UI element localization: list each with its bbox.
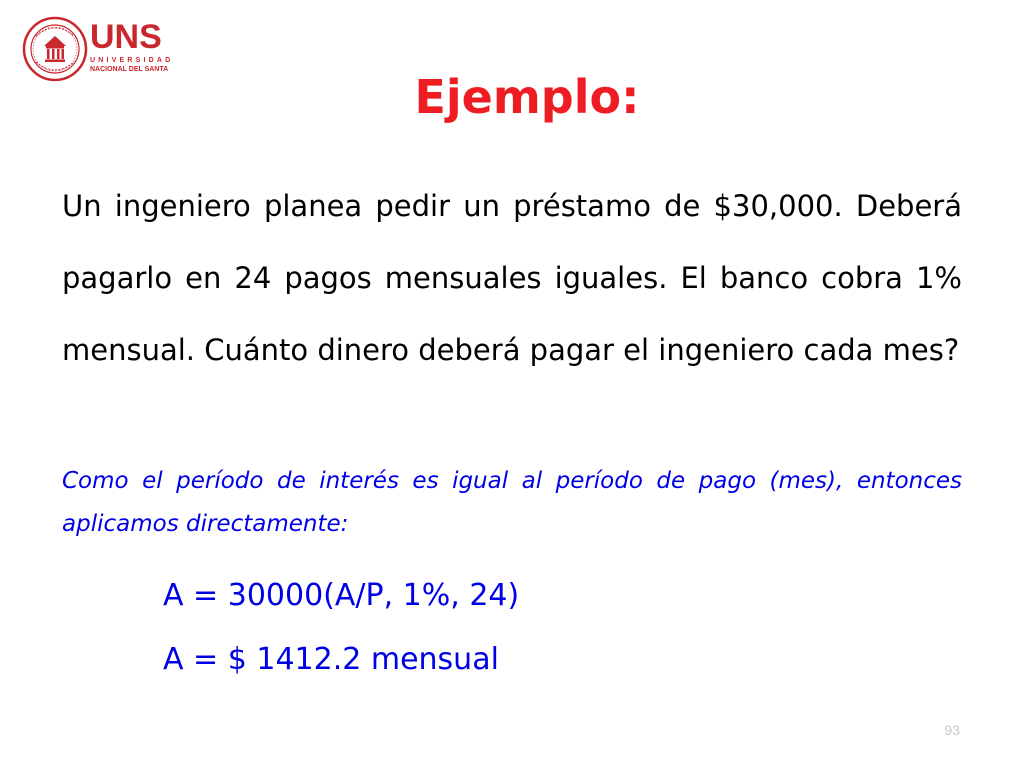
logo-subtitle-2: NACIONAL DEL SANTA	[90, 66, 169, 73]
logo-name: UNS	[90, 18, 162, 56]
slide-title: Ejemplo:	[414, 70, 640, 124]
solution-note: Como el período de interés es igual al período de pago (mes), entonces aplicamos directamente:	[62, 468, 962, 537]
logo-subtitle-1: UNIVERSIDAD	[90, 57, 174, 64]
page-number: 93	[944, 722, 960, 738]
problem-statement: Un ingeniero planea pedir un préstamo de $30,000. Deberá pagarlo en 24 pagos mensuales iguales. El banco cobra 1% mensual. Cuánto dinero deberá pagar el ingeniero cada mes?	[62, 189, 962, 367]
formula-result: A = $ 1412.2 mensual	[163, 642, 499, 677]
formula-equation: A = 30000(A/P, 1%, 24)	[163, 578, 520, 613]
